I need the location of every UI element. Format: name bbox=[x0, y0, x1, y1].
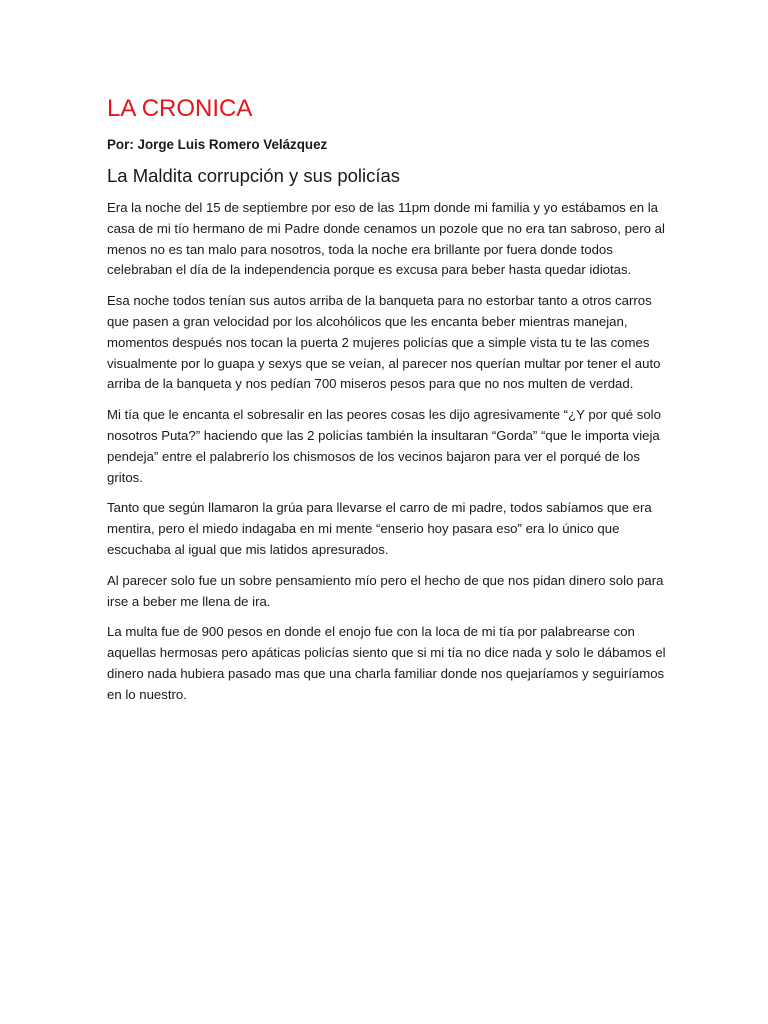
paragraph: Mi tía que le encanta el sobresalir en las peores cosas les dijo agresivamente “¿Y por qué solo nosotros Puta?” haciendo que las 2 policías también la insultaran “Gorda” “que le importa vieja pendeja” entre el palabrerío los chismosos de los vecinos bajaron para ver el porqué de los gritos. bbox=[107, 407, 661, 485]
document-title: LA CRONICA bbox=[107, 95, 253, 122]
paragraph: Tanto que según llamaron la grúa para llevarse el carro de mi padre, todos sabíamos que era mentira, pero el miedo indagaba en mi mente “enserio hoy pasara eso” era lo único que escuchaba al igual que mis latidos apresurados. bbox=[107, 500, 652, 557]
paragraph: Era la noche del 15 de septiembre por eso de las 11pm donde mi familia y yo estábamos en la casa de mi tío hermano de mi Padre donde cenamos un pozole que no era tan sabroso, pero al menos no es tan malo para nosotros, toda la noche era brillante por fuera donde todos celebraban el día de la independencia porque es excusa para beber hasta quedar idiotas. bbox=[107, 200, 665, 278]
paragraph: La multa fue de 900 pesos en donde el enojo fue con la loca de mi tía por palabrearse con aquellas hermosas pero apáticas policías siento que si mi tía no dice nada y solo le dábamos el dinero nada hubiera pasado mas que una charla familiar donde nos quejaríamos y seguiríamos en lo nuestro. bbox=[107, 624, 666, 702]
article-subtitle: La Maldita corrupción y sus policías bbox=[107, 165, 401, 186]
article-body bbox=[107, 198, 670, 706]
paragraph: Esa noche todos tenían sus autos arriba de la banqueta para no estorbar tanto a otros carros que pasen a gran velocidad por los alcohólicos que les encanta beber mientras manejan, momentos después nos tocan la puerta 2 mujeres policías que a simple vista tu te las comes visualmente por lo guapa y sexys que se veían, al parecer nos querían multar por tener el auto arriba de la banqueta y nos pedían 700 miseros pesos para que no nos multen de verdad. bbox=[107, 293, 661, 392]
author-byline: Por: Jorge Luis Romero Velázquez bbox=[107, 137, 328, 152]
paragraph: Al parecer solo fue un sobre pensamiento mío pero el hecho de que nos pidan dinero solo para irse a beber me llena de ira. bbox=[107, 572, 664, 609]
